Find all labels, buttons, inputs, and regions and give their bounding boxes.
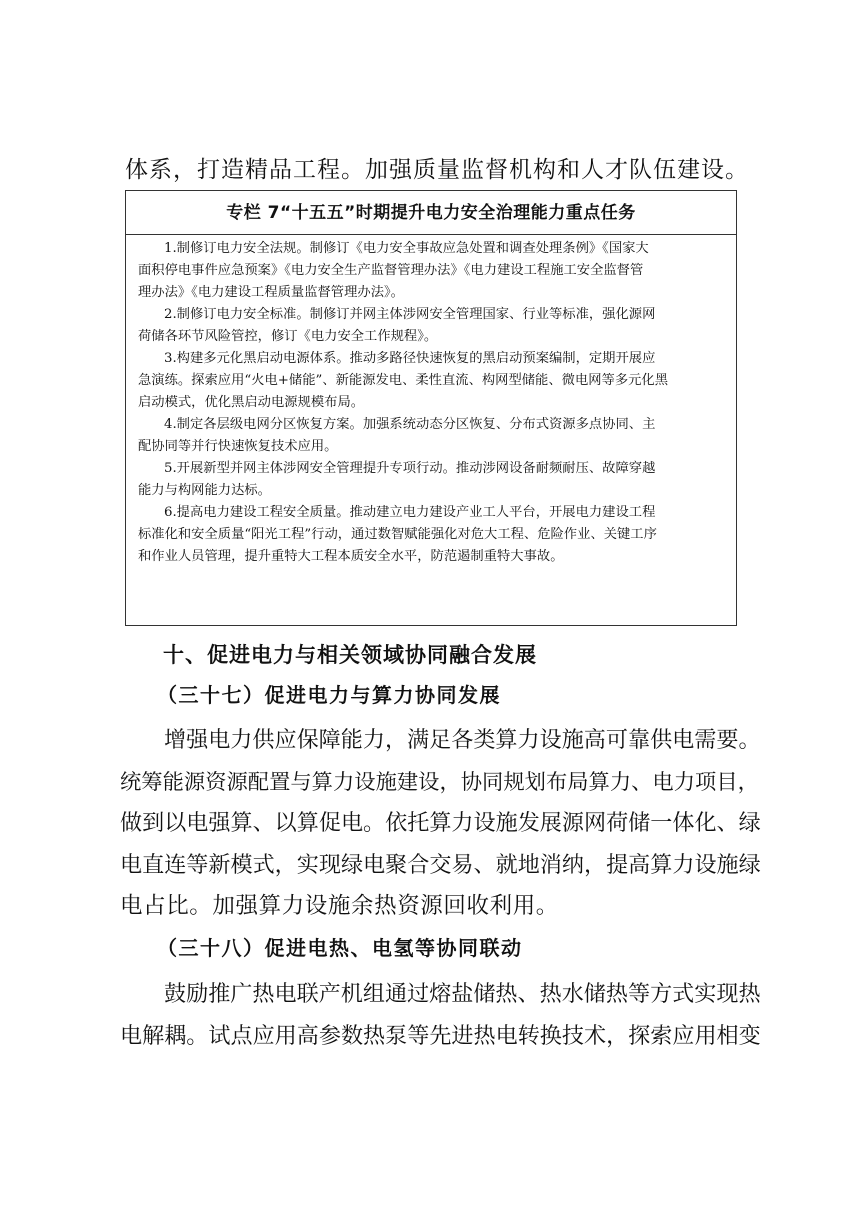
box-item-3 bbox=[138, 348, 724, 414]
box-item-6 bbox=[138, 502, 724, 568]
paragraph-line: 做到以电强算、以算促电。依托算力设施发展源网荷储一体化、绿 bbox=[120, 810, 761, 836]
paragraph-line: 增强电力供应保障能力，满足各类算力设施高可靠供电需要。 bbox=[164, 727, 761, 753]
box-line: 面积停电事件应急预案》《电力安全生产监督管理办法》《电力建设工程施工安全监督管 bbox=[138, 263, 644, 278]
box-line: 4.制定各层级电网分区恢复方案。加强系统动态分区恢复、分布式资源多点协同、主 bbox=[164, 417, 656, 432]
subsection-37-paragraph bbox=[120, 720, 760, 928]
box-item-5 bbox=[138, 458, 724, 502]
box-title: 专栏 7“十五五”时期提升电力安全治理能力重点任务 bbox=[126, 191, 736, 235]
paragraph-line: 电直连等新模式，实现绿电聚合交易、就地消纳，提高算力设施绿 bbox=[120, 851, 761, 878]
paragraph-line: 鼓励推广热电联产机组通过熔盐储热、热水储热等方式实现热 bbox=[164, 981, 761, 1007]
box-line: 急演练。探索应用“火电+储能”、新能源发电、柔性直流、构网型储能、微电网等多元化黑 bbox=[138, 373, 669, 388]
box-line: 荷储各环节风险管控，修订《电力安全工作规程》。 bbox=[138, 329, 438, 344]
paragraph-line: 电占比。加强算力设施余热资源回收利用。 bbox=[120, 893, 559, 919]
task-column-box bbox=[125, 190, 737, 626]
subsection-heading-38: （三十八）促进电热、电氢等协同联动 bbox=[157, 936, 523, 960]
paragraph-line: 统筹能源资源配置与算力设施建设，协同规划布局算力、电力项目， bbox=[120, 769, 759, 795]
section-heading: 十、促进电力与相关领域协同融合发展 bbox=[163, 643, 537, 667]
subsection-38-paragraph bbox=[120, 974, 760, 1057]
box-line: 标准化和安全质量“阳光工程”行动，通过数智赋能强化对危大工程、危险作业、关键工序 bbox=[138, 527, 657, 542]
box-item-2 bbox=[138, 304, 724, 348]
box-item-4 bbox=[138, 414, 724, 458]
box-item-1 bbox=[138, 238, 724, 304]
box-line: 5.开展新型并网主体涉网安全管理提升专项行动。推动涉网设备耐频耐压、故障穿越 bbox=[164, 461, 656, 476]
intro-paragraph-line: 体系，打造精品工程。加强质量监督机构和人才队伍建设。 bbox=[125, 157, 749, 183]
box-line: 配协同等并行快速恢复技术应用。 bbox=[138, 439, 338, 454]
box-line: 3.构建多元化黑启动电源体系。推动多路径快速恢复的黑启动预案编制，定期开展应 bbox=[164, 351, 656, 366]
box-line: 理办法》《电力建设工程质量监督管理办法》。 bbox=[138, 285, 404, 300]
box-line: 能力与构网能力达标。 bbox=[138, 483, 271, 498]
box-line: 2.制修订电力安全标准。制修订并网主体涉网安全管理国家、行业等标准，强化源网 bbox=[164, 307, 656, 322]
box-line: 1.制修订电力安全法规。制修订《电力安全事故应急处置和调查处理条例》《国家大 bbox=[164, 241, 649, 256]
paragraph-line: 电解耦。试点应用高参数热泵等先进热电转换技术，探索应用相变 bbox=[120, 1022, 761, 1049]
subsection-heading-37: （三十七）促进电力与算力协同发展 bbox=[157, 683, 501, 707]
box-line: 启动模式，优化黑启动电源规模布局。 bbox=[138, 395, 365, 410]
box-line: 6.提高电力建设工程安全质量。推动建立电力建设产业工人平台，开展电力建设工程 bbox=[164, 505, 656, 520]
box-body bbox=[126, 235, 736, 568]
box-line: 和作业人员管理，提升重特大工程本质安全水平，防范遏制重特大事故。 bbox=[138, 549, 564, 564]
